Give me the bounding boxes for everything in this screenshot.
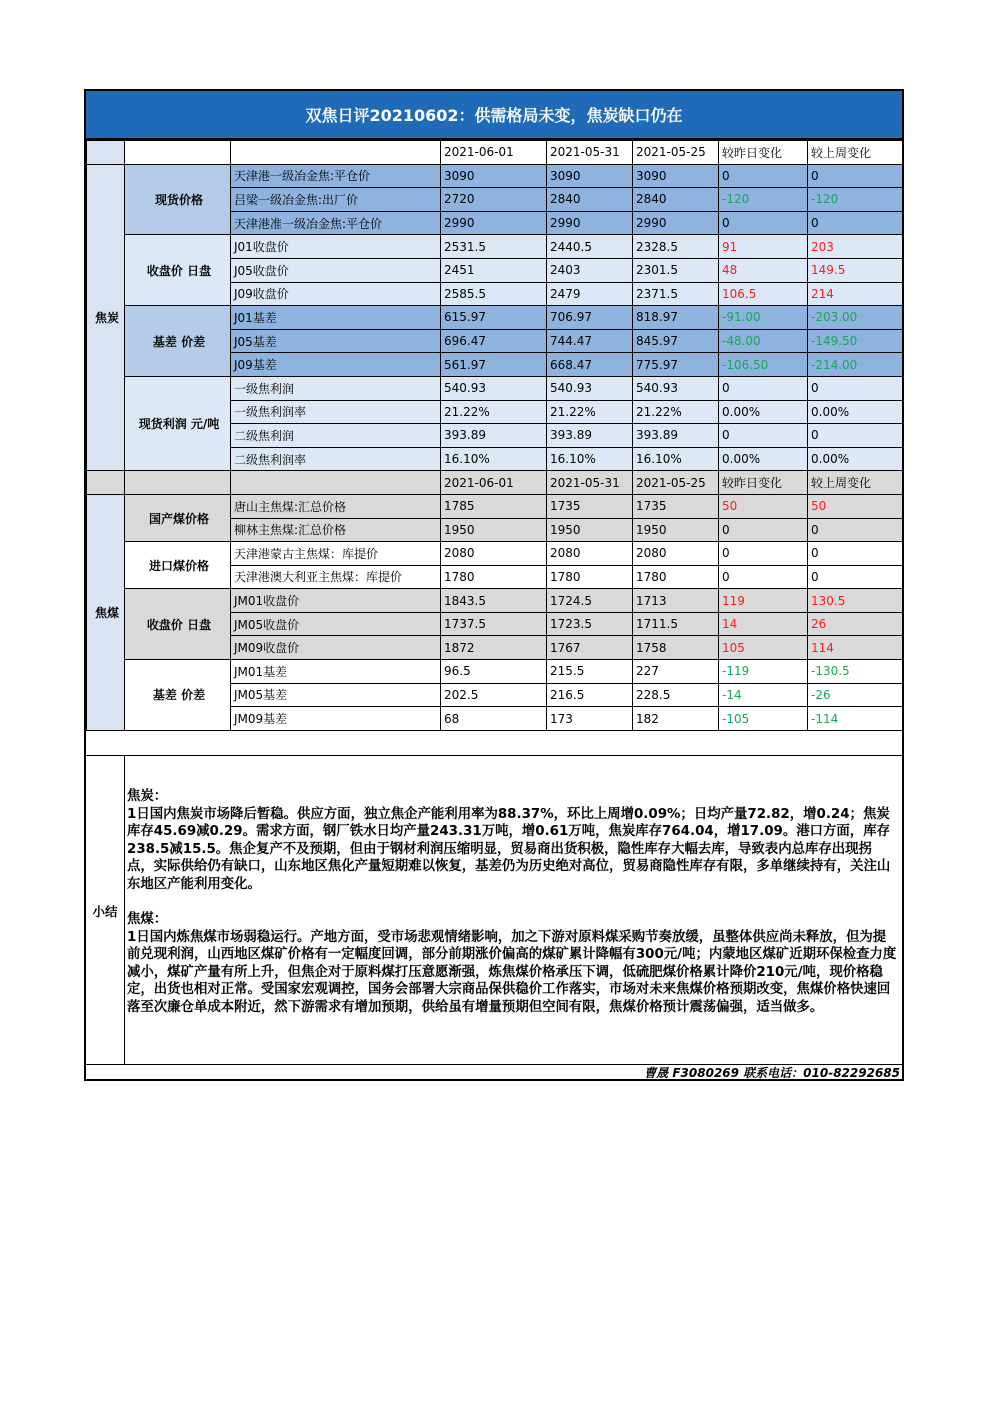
column-header: 较昨日变化: [719, 471, 808, 495]
indicator-name: JM05基差: [231, 683, 441, 707]
blank-cell: [231, 141, 441, 165]
price-value: 393.89: [547, 424, 633, 448]
change-value: 91: [719, 235, 808, 259]
change-value: 0: [719, 424, 808, 448]
price-value: 1724.5: [547, 589, 633, 613]
coke-section: [87, 141, 903, 471]
indicator-name: JM01基差: [231, 660, 441, 684]
change-value: 0: [719, 542, 808, 566]
price-value: 16.10%: [633, 447, 719, 471]
price-value: 3090: [633, 164, 719, 188]
price-value: 668.47: [547, 353, 633, 377]
column-header: 较上周变化: [808, 471, 903, 495]
change-value: 0: [808, 164, 903, 188]
indicator-name: 一级焦利润: [231, 376, 441, 400]
price-value: 561.97: [441, 353, 547, 377]
table-row: [87, 306, 903, 330]
change-value: 0: [808, 565, 903, 589]
change-value: 0: [719, 518, 808, 542]
price-value: 2080: [633, 542, 719, 566]
price-value: 393.89: [441, 424, 547, 448]
price-value: 1872: [441, 636, 547, 660]
change-value: -91.00: [719, 306, 808, 330]
indicator-name: 吕梁一级冶金焦:出厂价: [231, 188, 441, 212]
table-row: [87, 376, 903, 400]
change-value: -120: [808, 188, 903, 212]
price-value: 744.47: [547, 329, 633, 353]
price-value: 1780: [441, 565, 547, 589]
table-row: [87, 660, 903, 684]
change-value: 105: [719, 636, 808, 660]
price-value: 1711.5: [633, 612, 719, 636]
change-value: 14: [719, 612, 808, 636]
price-value: 2531.5: [441, 235, 547, 259]
summary-label: 小结: [86, 756, 125, 1065]
price-value: 1735: [633, 494, 719, 518]
change-value: 106.5: [719, 282, 808, 306]
price-value: 2479: [547, 282, 633, 306]
price-value: 2328.5: [633, 235, 719, 259]
price-value: 68: [441, 707, 547, 731]
price-value: 1950: [633, 518, 719, 542]
price-value: 96.5: [441, 660, 547, 684]
price-value: 2301.5: [633, 258, 719, 282]
price-value: 1785: [441, 494, 547, 518]
change-value: -14: [719, 683, 808, 707]
price-value: 1780: [547, 565, 633, 589]
indicator-name: 天津港准一级冶金焦:平仓价: [231, 211, 441, 235]
price-value: 16.10%: [441, 447, 547, 471]
indicator-name: 二级焦利润: [231, 424, 441, 448]
indicator-name: 天津港澳大利亚主焦煤：库提价: [231, 565, 441, 589]
indicator-name: 二级焦利润率: [231, 447, 441, 471]
price-value: 1737.5: [441, 612, 547, 636]
price-value: 540.93: [441, 376, 547, 400]
change-value: -120: [719, 188, 808, 212]
change-value: -106.50: [719, 353, 808, 377]
price-value: 696.47: [441, 329, 547, 353]
indicator-name: 柳林主焦煤:汇总价格: [231, 518, 441, 542]
price-value: 2840: [547, 188, 633, 212]
price-value: 3090: [547, 164, 633, 188]
change-value: -26: [808, 683, 903, 707]
blank-cell: [125, 471, 231, 495]
indicator-name: 天津港蒙古主焦煤：库提价: [231, 542, 441, 566]
indicator-name: JM09收盘价: [231, 636, 441, 660]
change-value: 114: [808, 636, 903, 660]
group-label: 收盘价 日盘: [125, 235, 231, 306]
change-value: 0: [808, 211, 903, 235]
price-value: 1843.5: [441, 589, 547, 613]
change-value: 203: [808, 235, 903, 259]
table-row: [87, 164, 903, 188]
change-value: -130.5: [808, 660, 903, 684]
indicator-name: J09收盘价: [231, 282, 441, 306]
price-value: 540.93: [633, 376, 719, 400]
indicator-name: J05基差: [231, 329, 441, 353]
change-value: -105: [719, 707, 808, 731]
price-value: 2585.5: [441, 282, 547, 306]
summary-text: [127, 788, 897, 1016]
price-value: 2990: [441, 211, 547, 235]
report-sheet: [84, 89, 904, 1081]
price-value: 2440.5: [547, 235, 633, 259]
table-row: [87, 235, 903, 259]
report-title: 双焦日评20210602：供需格局未变，焦炭缺口仍在: [86, 91, 902, 140]
price-value: 845.97: [633, 329, 719, 353]
price-value: 2080: [441, 542, 547, 566]
price-value: 540.93: [547, 376, 633, 400]
coal-section: [87, 471, 903, 731]
coal-summary-body: 1日国内炼焦煤市场弱稳运行。产地方面，受市场悲观情绪影响，加之下游对原料煤采购节奏放缓，虽整体供应尚未释放，但为提前兑现利润，山西地区煤矿价格有一定幅度回调，部分前期涨价偏高的煤矿累计降幅有300元/吨；内蒙地区煤矿近期环保检查力度减小，煤矿产量有所上升，但焦企对于原料煤打压意愿渐强，炼焦煤价格承压下调，低硫肥煤价格累计降价210元/吨，现价格稳定，出货也相对正常。受国家宏观调控，国务会部署大宗商品保供稳价工作落实，市场对未来焦煤价格预期改变，焦煤价格快速回落至次廉仓单成本附近，然下游需求有增加预期，供给虽有增量预期但空间有限，焦煤价格预计震荡偏强，适当做多。: [127, 929, 897, 1015]
price-value: 182: [633, 707, 719, 731]
price-value: 16.10%: [547, 447, 633, 471]
indicator-name: JM05收盘价: [231, 612, 441, 636]
group-label: 基差 价差: [125, 660, 231, 731]
blank-cell: [125, 141, 231, 165]
table-row: [87, 494, 903, 518]
coal-summary-heading: 焦煤：: [127, 912, 168, 927]
price-value: 21.22%: [441, 400, 547, 424]
column-header: 2021-05-31: [547, 471, 633, 495]
change-value: 0.00%: [719, 447, 808, 471]
price-value: 706.97: [547, 306, 633, 330]
column-header: 2021-06-01: [441, 141, 547, 165]
coal-section-label: 焦煤: [87, 494, 125, 730]
change-value: -149.50: [808, 329, 903, 353]
coal-header-row: [87, 471, 903, 495]
price-value: 2371.5: [633, 282, 719, 306]
indicator-name: 天津港一级冶金焦:平仓价: [231, 164, 441, 188]
change-value: 119: [719, 589, 808, 613]
price-value: 21.22%: [633, 400, 719, 424]
price-value: 1950: [441, 518, 547, 542]
price-value: 202.5: [441, 683, 547, 707]
change-value: -214.00: [808, 353, 903, 377]
group-label: 国产煤价格: [125, 494, 231, 541]
price-value: 1780: [633, 565, 719, 589]
change-value: -48.00: [719, 329, 808, 353]
change-value: -119: [719, 660, 808, 684]
indicator-name: JM09基差: [231, 707, 441, 731]
change-value: 0: [719, 565, 808, 589]
analyst-contact: 曹晟 F3080269 联系电话：010-82292685: [86, 1064, 902, 1080]
price-value: 1735: [547, 494, 633, 518]
indicator-name: J01收盘价: [231, 235, 441, 259]
table-row: [87, 589, 903, 613]
change-value: 50: [719, 494, 808, 518]
table-row: [87, 542, 903, 566]
price-value: 2451: [441, 258, 547, 282]
change-value: 50: [808, 494, 903, 518]
price-value: 775.97: [633, 353, 719, 377]
price-value: 227: [633, 660, 719, 684]
price-value: 1767: [547, 636, 633, 660]
column-header: 较上周变化: [808, 141, 903, 165]
price-value: 818.97: [633, 306, 719, 330]
indicator-name: 一级焦利润率: [231, 400, 441, 424]
price-value: 1723.5: [547, 612, 633, 636]
change-value: 0: [808, 518, 903, 542]
change-value: 149.5: [808, 258, 903, 282]
group-label: 收盘价 日盘: [125, 589, 231, 660]
price-value: 393.89: [633, 424, 719, 448]
price-value: 615.97: [441, 306, 547, 330]
indicator-name: JM01收盘价: [231, 589, 441, 613]
column-header: 2021-05-25: [633, 471, 719, 495]
price-value: 2840: [633, 188, 719, 212]
coke-summary-body: 1日国内焦炭市场降后暂稳。供应方面，独立焦企产能利用率为88.37%，环比上周增0.09%；日均产量72.82，增0.24；焦炭库存45.69减0.29。需求方面，钢厂铁水日均产量243.31万吨，增0.61万吨，焦炭库存764.04，增17.09。港口方面，库存238.5减15.5。焦企复产不及预期，但由于钢材利润压缩明显，贸易商出货积极，隐性库存大幅去库，导致表内总库存出现拐点，实际供给仍有缺口，山东地区焦化产量短期难以恢复，基差仍为历史绝对高位，贸易商隐性库存有限，多单继续持有，关注山东地区产能利用变化。: [127, 806, 891, 892]
price-value: 2403: [547, 258, 633, 282]
change-value: 0: [719, 164, 808, 188]
summary-section: [86, 755, 902, 1065]
indicator-name: 唐山主焦煤:汇总价格: [231, 494, 441, 518]
change-value: 0: [808, 376, 903, 400]
change-value: 0: [808, 542, 903, 566]
change-value: 0: [719, 211, 808, 235]
section-label-cell: [87, 471, 125, 495]
change-value: 130.5: [808, 589, 903, 613]
column-header: 较昨日变化: [719, 141, 808, 165]
blank-cell: [231, 471, 441, 495]
change-value: 0.00%: [719, 400, 808, 424]
price-value: 2080: [547, 542, 633, 566]
price-value: 215.5: [547, 660, 633, 684]
price-value: 21.22%: [547, 400, 633, 424]
price-value: 173: [547, 707, 633, 731]
group-label: 进口煤价格: [125, 542, 231, 589]
group-label: 现货价格: [125, 164, 231, 235]
price-table: [86, 140, 903, 731]
price-value: 228.5: [633, 683, 719, 707]
indicator-name: J05收盘价: [231, 258, 441, 282]
group-label: 基差 价差: [125, 306, 231, 377]
change-value: -203.00: [808, 306, 903, 330]
coke-header-row: [87, 141, 903, 165]
price-value: 2720: [441, 188, 547, 212]
indicator-name: J09基差: [231, 353, 441, 377]
coke-summary-heading: 焦炭：: [127, 789, 168, 804]
price-value: 2990: [547, 211, 633, 235]
indicator-name: J01基差: [231, 306, 441, 330]
change-value: 0.00%: [808, 447, 903, 471]
change-value: 0: [808, 424, 903, 448]
column-header: 2021-05-25: [633, 141, 719, 165]
change-value: 26: [808, 612, 903, 636]
group-label: 现货利润 元/吨: [125, 376, 231, 470]
price-value: 1758: [633, 636, 719, 660]
change-value: 0.00%: [808, 400, 903, 424]
price-value: 2990: [633, 211, 719, 235]
change-value: 0: [719, 376, 808, 400]
section-label-cell: [87, 141, 125, 165]
column-header: 2021-06-01: [441, 471, 547, 495]
change-value: -114: [808, 707, 903, 731]
price-value: 216.5: [547, 683, 633, 707]
change-value: 214: [808, 282, 903, 306]
price-value: 1950: [547, 518, 633, 542]
change-value: 48: [719, 258, 808, 282]
coke-section-label: 焦炭: [87, 164, 125, 471]
price-value: 1713: [633, 589, 719, 613]
column-header: 2021-05-31: [547, 141, 633, 165]
price-value: 3090: [441, 164, 547, 188]
